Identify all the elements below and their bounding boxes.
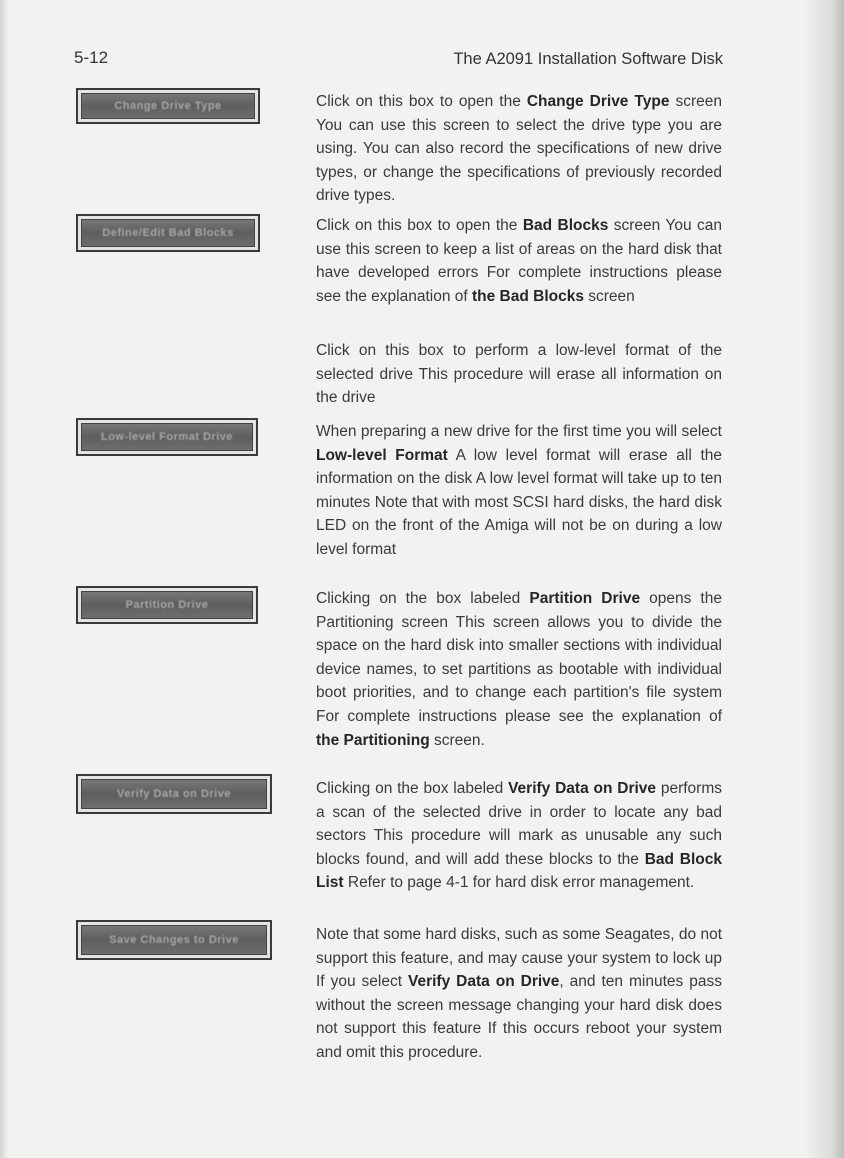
text-run: Note that some hard disks, such as some Seagates, do not support this feature, and may cause your system to lock up If you select (316, 926, 722, 991)
text-run: performs a scan of the selected drive in order to locate any bad sectors This procedure will mark as unusable any such blocks found, and will add these blocks to the (316, 780, 722, 868)
button-label: Verify Data on Drive (117, 788, 231, 800)
button-label: Save Changes to Drive (109, 934, 239, 946)
bold-term: Verify Data on Drive (508, 780, 657, 797)
bold-term: Verify Data on Drive (407, 973, 560, 991)
seagate-compatibility-note (316, 923, 722, 1065)
low-level-format-button[interactable] (76, 418, 258, 456)
button-label: Partition Drive (125, 599, 209, 611)
page-number: 5-12 (74, 48, 109, 67)
text-run: Refer to page 4-1 for hard disk error management. (343, 874, 695, 892)
bold-term: the Partitioning (316, 731, 430, 749)
verify-data-description (316, 777, 722, 895)
running-head: The A2091 Installation Software Disk (453, 50, 723, 68)
text-run: screen. (429, 731, 485, 749)
partition-drive-button[interactable] (76, 586, 258, 624)
button-face (81, 423, 253, 451)
bold-term: the Bad Blocks (471, 287, 584, 305)
text-run: type you are using. You can also record the (316, 116, 722, 158)
button-face (81, 779, 267, 809)
button-face (81, 925, 267, 955)
change-drive-type-description (316, 90, 722, 208)
text-run: Clicking on the box labeled (316, 780, 509, 797)
text-run: opens the Partitioning screen This screen allows you to divide the space on the hard disk into smaller sections with individual device names, to set partitions as bootable with individual boot priorities, and to change each partition's file system For complete instructions please see the explanation of (316, 590, 722, 725)
button-face (81, 219, 255, 247)
verify-data-button[interactable] (76, 774, 272, 814)
page-left-shadow (0, 0, 8, 1158)
bad-blocks-button[interactable] (76, 214, 260, 252)
bold-term: Partition Drive (529, 590, 641, 607)
button-label: Change Drive Type (114, 100, 222, 112)
page-edge-shadow (804, 0, 844, 1158)
text-run: , and ten minutes pass without the screen message changing your hard disk does not support this feature If this occurs reboot your system and omit this procedure. (316, 973, 722, 1061)
bold-term: Bad Blocks (522, 217, 609, 234)
text-run: A low level format will erase all the information on the disk A low level format will take up to ten minutes Note that with most SCSI hard disks, the hard disk LED on the front of the Amiga will not be on during a low level format (316, 446, 723, 558)
new-drive-format-note (316, 420, 722, 562)
text-run: Click on this box to open the (316, 217, 523, 234)
text-run: Clicking on the box labeled (316, 590, 530, 607)
button-label: Low-level Format Drive (100, 431, 234, 443)
text-run: screen (583, 287, 635, 305)
partition-drive-description (316, 587, 722, 752)
button-face (81, 93, 255, 119)
text-run: specifications of new drive types, or change the specifications of previously recorded drive types. (316, 140, 722, 205)
bold-term: Change Drive Type (526, 93, 670, 110)
text-run: Click on this box to open the (316, 93, 527, 110)
text-run: screen You can use this screen to keep a list of areas on the hard disk that have developed errors For complete instructions please see the explanation of (316, 217, 722, 305)
text-run: screen You can use this screen to select the drive (316, 93, 722, 134)
button-face (81, 591, 253, 619)
text-run: Click on this box to perform a low-level format of the selected drive This procedure will erase all information on the drive (316, 342, 722, 407)
low-level-format-description (316, 339, 722, 410)
bad-blocks-description (316, 214, 722, 308)
text-run: When preparing a new drive for the first time you will select (316, 423, 722, 440)
button-label: Define/Edit Bad Blocks (102, 227, 234, 239)
bold-term: Bad Block List (316, 850, 722, 892)
save-changes-button[interactable] (76, 920, 272, 960)
change-drive-type-button[interactable] (76, 88, 260, 124)
bold-term: Low-level Format (316, 446, 448, 464)
